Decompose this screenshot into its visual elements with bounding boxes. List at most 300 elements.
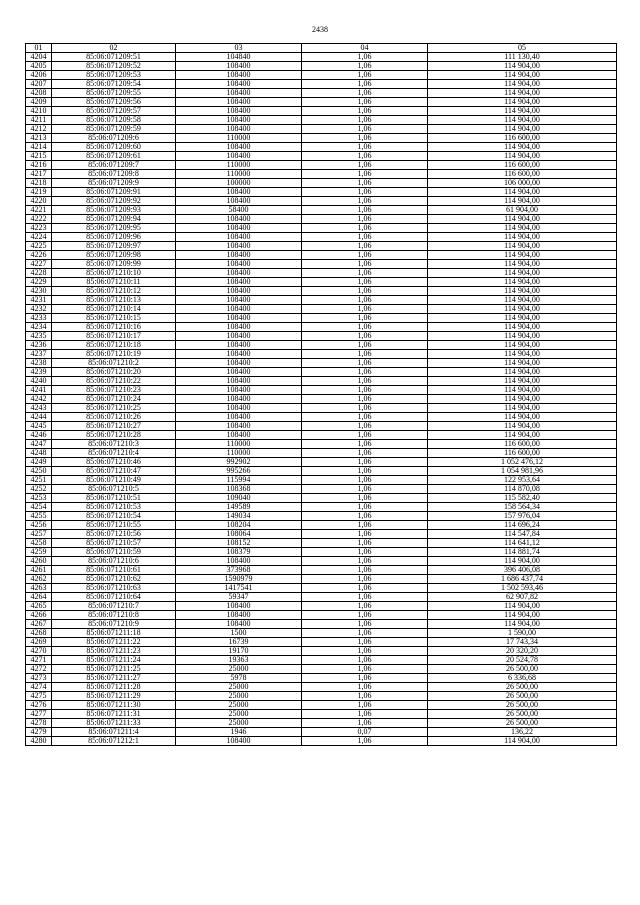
table-cell-col3: 110000 [176,134,302,143]
table-cell-col1: 4267 [26,620,52,629]
table-cell-col4: 1,06 [302,368,428,377]
table-row [26,557,617,566]
table-cell-col4: 1,06 [302,62,428,71]
table-cell-col2: 85:06:071210:22 [52,377,176,386]
table-row [26,80,617,89]
header-cell-03: 03 [176,44,302,53]
table-cell-col1: 4213 [26,134,52,143]
table-cell-col3: 108400 [176,305,302,314]
table-cell-col4: 1,06 [302,413,428,422]
table-cell-col4: 1,06 [302,260,428,269]
table-row [26,143,617,152]
table-cell-col1: 4276 [26,701,52,710]
table-cell-col3: 100000 [176,179,302,188]
table-cell-col4: 1,06 [302,737,428,746]
table-cell-col4: 1,06 [302,188,428,197]
table-cell-col1: 4230 [26,287,52,296]
table-cell-col4: 1,06 [302,152,428,161]
table-cell-col4: 1,06 [302,296,428,305]
table-row [26,620,617,629]
table-cell-col2: 85:06:071210:4 [52,449,176,458]
table-cell-col1: 4223 [26,224,52,233]
table-cell-col3: 19170 [176,647,302,656]
table-cell-col3: 25000 [176,665,302,674]
table-cell-col2: 85:06:071210:64 [52,593,176,602]
table-cell-col5: 114 904,00 [428,125,617,134]
table-row [26,296,617,305]
table-cell-col4: 1,06 [302,539,428,548]
table-cell-col3: 108400 [176,233,302,242]
table-cell-col2: 85:06:071211:29 [52,692,176,701]
table-row [26,269,617,278]
table-cell-col2: 85:06:071210:53 [52,503,176,512]
table-cell-col4: 1,06 [302,512,428,521]
table-cell-col3: 108400 [176,251,302,260]
table-cell-col1: 4241 [26,386,52,395]
table-cell-col1: 4209 [26,98,52,107]
table-cell-col2: 85:06:071210:49 [52,476,176,485]
table-cell-col5: 1 502 593,46 [428,584,617,593]
table-cell-col3: 108400 [176,242,302,251]
table-cell-col3: 373968 [176,566,302,575]
table-row [26,233,617,242]
table-cell-col5: 114 904,00 [428,107,617,116]
table-row [26,476,617,485]
table-cell-col5: 114 904,00 [428,377,617,386]
table-cell-col3: 110000 [176,161,302,170]
table-cell-col2: 85:06:071209:53 [52,71,176,80]
table-cell-col1: 4242 [26,395,52,404]
table-cell-col1: 4279 [26,728,52,737]
table-row [26,431,617,440]
table-row [26,728,617,737]
table-cell-col5: 26 500,00 [428,701,617,710]
table-cell-col4: 1,06 [302,53,428,62]
table-cell-col1: 4272 [26,665,52,674]
table-cell-col2: 85:06:071212:1 [52,737,176,746]
table-row [26,197,617,206]
table-cell-col1: 4219 [26,188,52,197]
table-cell-col4: 1,06 [302,422,428,431]
table-cell-col4: 1,06 [302,593,428,602]
table-cell-col3: 108400 [176,98,302,107]
table-cell-col2: 85:06:071209:55 [52,89,176,98]
table-cell-col1: 4243 [26,404,52,413]
table-cell-col1: 4259 [26,548,52,557]
table-cell-col4: 1,06 [302,251,428,260]
table-cell-col2: 85:06:071209:59 [52,125,176,134]
table-cell-col3: 1946 [176,728,302,737]
table-row [26,458,617,467]
table-cell-col3: 108400 [176,611,302,620]
table-cell-col5: 114 904,00 [428,98,617,107]
table-cell-col1: 4280 [26,737,52,746]
table-cell-col5: 114 904,00 [428,233,617,242]
table-cell-col3: 108400 [176,215,302,224]
table-cell-col4: 1,06 [302,377,428,386]
header-cell-02: 02 [52,44,176,53]
table-cell-col4: 1,06 [302,197,428,206]
table-cell-col2: 85:06:071210:24 [52,395,176,404]
table-cell-col4: 1,06 [302,692,428,701]
table-cell-col2: 85:06:071210:59 [52,548,176,557]
table-cell-col4: 1,06 [302,620,428,629]
table-cell-col4: 1,06 [302,449,428,458]
table-cell-col5: 114 904,00 [428,431,617,440]
table-cell-col2: 85:06:071211:18 [52,629,176,638]
table-body [26,44,617,746]
table-cell-col5: 111 130,40 [428,53,617,62]
table-cell-col5: 1 052 476,12 [428,458,617,467]
table-cell-col3: 108400 [176,287,302,296]
table-cell-col2: 85:06:071211:22 [52,638,176,647]
header-cell-01: 01 [26,44,52,53]
table-cell-col5: 122 953,64 [428,476,617,485]
table-cell-col2: 85:06:071209:99 [52,260,176,269]
table-cell-col4: 1,06 [302,584,428,593]
table-row [26,350,617,359]
table-cell-col4: 1,06 [302,503,428,512]
table-row [26,71,617,80]
table-cell-col5: 116 600,00 [428,440,617,449]
table-cell-col1: 4250 [26,467,52,476]
table-cell-col4: 1,06 [302,521,428,530]
table-cell-col5: 114 904,00 [428,296,617,305]
table-cell-col2: 85:06:071210:19 [52,350,176,359]
table-cell-col3: 5978 [176,674,302,683]
table-cell-col4: 1,06 [302,89,428,98]
table-cell-col5: 114 904,00 [428,116,617,125]
table-cell-col1: 4251 [26,476,52,485]
table-cell-col4: 1,06 [302,575,428,584]
table-cell-col2: 85:06:071210:61 [52,566,176,575]
table-row [26,116,617,125]
table-cell-col5: 396 406,08 [428,566,617,575]
table-cell-col5: 114 904,00 [428,323,617,332]
table-cell-col4: 1,06 [302,611,428,620]
table-cell-col3: 1500 [176,629,302,638]
table-row [26,494,617,503]
table-cell-col2: 85:06:071209:60 [52,143,176,152]
table-cell-col5: 157 976,04 [428,512,617,521]
table-row [26,368,617,377]
table-cell-col3: 108400 [176,152,302,161]
table-cell-col1: 4270 [26,647,52,656]
table-cell-col2: 85:06:071211:30 [52,701,176,710]
table-cell-col3: 108400 [176,89,302,98]
table-cell-col1: 4274 [26,683,52,692]
table-cell-col2: 85:06:071211:24 [52,656,176,665]
table-row [26,161,617,170]
table-cell-col1: 4240 [26,377,52,386]
table-cell-col3: 108152 [176,539,302,548]
table-cell-col5: 106 000,00 [428,179,617,188]
table-cell-col5: 114 904,00 [428,395,617,404]
table-row [26,719,617,728]
table-cell-col2: 85:06:071209:92 [52,197,176,206]
table-cell-col5: 62 907,82 [428,593,617,602]
page-number: 2438 [312,25,328,34]
table-cell-col1: 4268 [26,629,52,638]
table-cell-col4: 1,06 [302,656,428,665]
table-cell-col3: 108400 [176,395,302,404]
table-cell-col2: 85:06:071211:33 [52,719,176,728]
table-cell-col3: 108064 [176,530,302,539]
table-cell-col4: 1,06 [302,485,428,494]
table-row [26,188,617,197]
table-cell-col3: 108400 [176,107,302,116]
table-cell-col3: 109040 [176,494,302,503]
table-cell-col5: 114 904,00 [428,737,617,746]
table-row [26,647,617,656]
table-cell-col4: 1,06 [302,647,428,656]
table-cell-col5: 114 904,00 [428,224,617,233]
table-row [26,638,617,647]
header-row [26,44,617,53]
table-cell-col1: 4238 [26,359,52,368]
table-row [26,485,617,494]
table-row [26,674,617,683]
table-cell-col3: 108400 [176,71,302,80]
table-row [26,89,617,98]
table-cell-col4: 1,06 [302,125,428,134]
table-cell-col4: 1,06 [302,674,428,683]
table-cell-col2: 85:06:071209:95 [52,224,176,233]
table-cell-col4: 1,06 [302,710,428,719]
table-row [26,395,617,404]
table-cell-col5: 116 600,00 [428,161,617,170]
table-cell-col5: 116 600,00 [428,170,617,179]
table-cell-col3: 108400 [176,431,302,440]
table-cell-col2: 85:06:071210:3 [52,440,176,449]
header-cell-04: 04 [302,44,428,53]
table-cell-col1: 4275 [26,692,52,701]
table-cell-col1: 4214 [26,143,52,152]
table-cell-col1: 4206 [26,71,52,80]
table-cell-col1: 4253 [26,494,52,503]
table-cell-col4: 1,06 [302,143,428,152]
table-cell-col5: 20 320,20 [428,647,617,656]
table-cell-col1: 4262 [26,575,52,584]
table-cell-col5: 26 500,00 [428,719,617,728]
table-cell-col4: 1,06 [302,566,428,575]
table-cell-col5: 114 904,00 [428,278,617,287]
table-cell-col3: 25000 [176,701,302,710]
table-cell-col4: 1,06 [302,341,428,350]
table-cell-col2: 85:06:071210:54 [52,512,176,521]
table-cell-col2: 85:06:071209:51 [52,53,176,62]
table-cell-col5: 114 904,00 [428,305,617,314]
table-cell-col5: 114 904,00 [428,314,617,323]
table-cell-col5: 114 881,74 [428,548,617,557]
table-cell-col1: 4263 [26,584,52,593]
table-cell-col1: 4232 [26,305,52,314]
table-cell-col3: 108400 [176,188,302,197]
table-cell-col3: 108204 [176,521,302,530]
table-cell-col4: 1,06 [302,719,428,728]
table-cell-col3: 108400 [176,314,302,323]
table-cell-col2: 85:06:071209:94 [52,215,176,224]
table-cell-col1: 4265 [26,602,52,611]
table-cell-col3: 25000 [176,692,302,701]
table-cell-col1: 4255 [26,512,52,521]
table-cell-col5: 26 500,00 [428,683,617,692]
table-row [26,62,617,71]
table-cell-col4: 1,06 [302,386,428,395]
table-cell-col1: 4273 [26,674,52,683]
table-row [26,575,617,584]
table-row [26,467,617,476]
table-cell-col3: 108400 [176,278,302,287]
table-cell-col5: 114 904,00 [428,89,617,98]
table-cell-col1: 4212 [26,125,52,134]
table-row [26,107,617,116]
table-cell-col5: 116 600,00 [428,449,617,458]
table-cell-col3: 19363 [176,656,302,665]
table-cell-col3: 108400 [176,386,302,395]
table-cell-col1: 4226 [26,251,52,260]
table-cell-col1: 4248 [26,449,52,458]
table-cell-col2: 85:06:071209:9 [52,179,176,188]
table-cell-col5: 26 500,00 [428,692,617,701]
table-cell-col2: 85:06:071210:20 [52,368,176,377]
table-row [26,215,617,224]
table-cell-col2: 85:06:071209:61 [52,152,176,161]
table-row [26,386,617,395]
table-cell-col5: 114 904,00 [428,143,617,152]
table-cell-col4: 1,06 [302,629,428,638]
table-cell-col2: 85:06:071209:54 [52,80,176,89]
table-cell-col1: 4258 [26,539,52,548]
table-row [26,413,617,422]
table-cell-col1: 4216 [26,161,52,170]
table-cell-col2: 85:06:071210:62 [52,575,176,584]
table-cell-col3: 25000 [176,710,302,719]
table-cell-col4: 1,06 [302,305,428,314]
table-row [26,305,617,314]
table-cell-col2: 85:06:071210:16 [52,323,176,332]
table-cell-col4: 1,06 [302,665,428,674]
table-row [26,683,617,692]
table-cell-col3: 110000 [176,440,302,449]
table-cell-col3: 108400 [176,80,302,89]
table-cell-col4: 1,06 [302,395,428,404]
table-row [26,584,617,593]
table-cell-col4: 1,06 [302,170,428,179]
table-cell-col1: 4229 [26,278,52,287]
table-cell-col2: 85:06:071210:27 [52,422,176,431]
table-cell-col3: 108400 [176,341,302,350]
table-cell-col2: 85:06:071210:26 [52,413,176,422]
table-cell-col2: 85:06:071209:6 [52,134,176,143]
table-cell-col4: 1,06 [302,269,428,278]
table-cell-col5: 114 904,00 [428,422,617,431]
table-cell-col5: 114 904,00 [428,152,617,161]
table-cell-col1: 4264 [26,593,52,602]
table-cell-col4: 1,06 [302,701,428,710]
table-cell-col4: 1,06 [302,467,428,476]
table-row [26,125,617,134]
table-row [26,656,617,665]
table-cell-col1: 4247 [26,440,52,449]
table-row [26,692,617,701]
table-cell-col4: 1,06 [302,440,428,449]
table-cell-col4: 1,06 [302,287,428,296]
table-cell-col4: 1,06 [302,179,428,188]
table-row [26,566,617,575]
table-cell-col1: 4217 [26,170,52,179]
table-cell-col5: 20 524,78 [428,656,617,665]
table-cell-col5: 26 500,00 [428,665,617,674]
table-row [26,224,617,233]
table-cell-col4: 1,06 [302,134,428,143]
table-cell-col4: 1,06 [302,602,428,611]
table-cell-col3: 58400 [176,206,302,215]
table-cell-col2: 85:06:071210:47 [52,467,176,476]
table-cell-col5: 114 904,00 [428,620,617,629]
table-cell-col3: 108400 [176,197,302,206]
table-cell-col2: 85:06:071210:7 [52,602,176,611]
table-cell-col5: 114 904,00 [428,269,617,278]
table-cell-col3: 108400 [176,368,302,377]
table-cell-col4: 1,06 [302,98,428,107]
table-cell-col3: 108400 [176,332,302,341]
header-cell-05: 05 [428,44,617,53]
table-cell-col1: 4227 [26,260,52,269]
table-cell-col5: 26 500,00 [428,710,617,719]
table-cell-col1: 4222 [26,215,52,224]
table-cell-col3: 108368 [176,485,302,494]
table-cell-col5: 114 870,08 [428,485,617,494]
table-cell-col5: 1 054 981,96 [428,467,617,476]
table-cell-col1: 4245 [26,422,52,431]
table-row [26,440,617,449]
table-cell-col1: 4239 [26,368,52,377]
table-cell-col3: 108400 [176,557,302,566]
table-cell-col2: 85:06:071210:46 [52,458,176,467]
table-cell-col2: 85:06:071209:58 [52,116,176,125]
table-cell-col3: 108400 [176,413,302,422]
table-cell-col5: 114 904,00 [428,557,617,566]
table-cell-col2: 85:06:071210:25 [52,404,176,413]
table-cell-col5: 1 590,00 [428,629,617,638]
table-row [26,323,617,332]
table-cell-col2: 85:06:071210:12 [52,287,176,296]
table-cell-col2: 85:06:071210:11 [52,278,176,287]
table-cell-col3: 59347 [176,593,302,602]
table-cell-col5: 114 696,24 [428,521,617,530]
table-cell-col1: 4218 [26,179,52,188]
table-cell-col4: 0,07 [302,728,428,737]
table-cell-col5: 6 336,68 [428,674,617,683]
table-cell-col2: 85:06:071210:63 [52,584,176,593]
table-cell-col1: 4254 [26,503,52,512]
table-cell-col3: 108400 [176,350,302,359]
table-row [26,152,617,161]
table-cell-col4: 1,06 [302,215,428,224]
table-cell-col3: 108400 [176,422,302,431]
table-cell-col2: 85:06:071211:31 [52,710,176,719]
table-cell-col3: 1417541 [176,584,302,593]
table-cell-col5: 114 904,00 [428,332,617,341]
table-cell-col4: 1,06 [302,161,428,170]
table-cell-col2: 85:06:071210:57 [52,539,176,548]
table-cell-col1: 4220 [26,197,52,206]
table-cell-col2: 85:06:071210:28 [52,431,176,440]
table-cell-col5: 114 904,00 [428,260,617,269]
table-row [26,179,617,188]
table-cell-col1: 4252 [26,485,52,494]
